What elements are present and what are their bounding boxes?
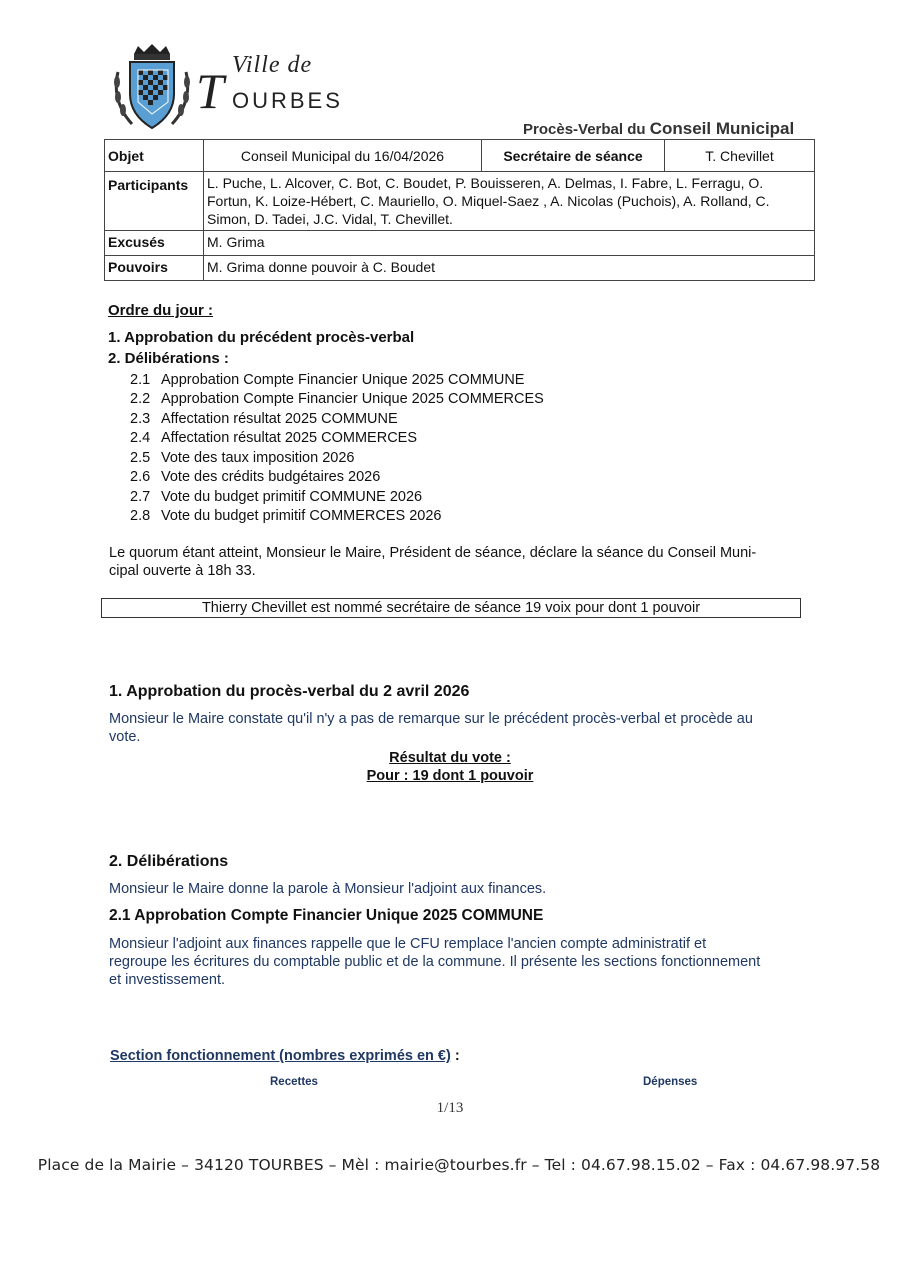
depenses-header: Dépenses	[643, 1076, 698, 1088]
crest-icon	[112, 42, 192, 134]
participants-label: Participants	[105, 172, 204, 231]
objet-value: Conseil Municipal du 16/04/2026	[204, 140, 482, 172]
section-2-1-title: 2.1 Approbation Compte Financier Unique 2025 COMMUNE	[109, 907, 544, 924]
vote-result-title: Résultat du vote :	[389, 750, 511, 766]
ordre-sub-item	[130, 469, 380, 485]
sub-label: Approbation Compte Financier Unique 2025 COMMERCES	[161, 391, 544, 407]
sub-num: 2.7	[130, 489, 151, 505]
tourbes-logo	[112, 42, 352, 134]
recettes-header: Recettes	[270, 1076, 318, 1088]
title-prefix: Procès-Verbal du	[523, 121, 650, 138]
ordre-du-jour-title: Ordre du jour :	[108, 302, 213, 319]
fonctionnement-title-text: Section fonctionnement (nombres exprimés en €)	[110, 1048, 451, 1064]
sub-num: 2.8	[130, 508, 151, 524]
sub-label: Vote du budget primitif COMMERCES 2026	[161, 508, 442, 524]
table-row-pouvoirs	[105, 256, 815, 281]
vote-result-value: Pour : 19 dont 1 pouvoir	[366, 768, 534, 784]
section-2-title: 2. Délibérations	[109, 853, 229, 870]
sub-label: Vote des taux imposition 2026	[161, 450, 355, 466]
sub-num: 2.4	[130, 430, 151, 446]
footer-contact: Place de la Mairie – 34120 TOURBES – Mèl : mairie@tourbes.fr – Tel : 04.67.98.15.02 – Fax : 04.67.98.97.58	[37, 1156, 881, 1174]
pouvoirs-value: M. Grima donne pouvoir à C. Boudet	[204, 256, 815, 281]
section-1-line-2: vote.	[109, 729, 141, 745]
objet-label: Objet	[105, 140, 204, 172]
excuses-label: Excusés	[105, 231, 204, 256]
sub-num: 2.5	[130, 450, 151, 466]
fonctionnement-title	[110, 1048, 460, 1064]
sub-label: Affectation résultat 2025 COMMUNE	[161, 411, 398, 427]
document-title	[523, 119, 794, 139]
table-row-participants	[105, 172, 815, 231]
quorum-line-2: cipal ouverte à 18h 33.	[109, 563, 256, 579]
pouvoirs-label: Pouvoirs	[105, 256, 204, 281]
meeting-info-table	[104, 139, 815, 281]
sub-label: Affectation résultat 2025 COMMERCES	[161, 430, 418, 446]
ordre-sub-item	[130, 450, 354, 466]
section-2-1-line-3: et investissement.	[109, 972, 226, 988]
ordre-item-2: 2. Délibérations :	[108, 350, 229, 367]
ordre-sub-item	[130, 411, 398, 427]
sub-num: 2.1	[130, 372, 151, 388]
ordre-sub-item	[130, 508, 441, 524]
section-1-title: 1. Approbation du procès-verbal du 2 avril 2026	[109, 683, 470, 700]
secretaire-label: Secrétaire de séance	[482, 140, 665, 172]
secretaire-nomination-box: Thierry Chevillet est nommé secrétaire de séance 19 voix pour dont 1 pouvoir	[101, 598, 801, 618]
sub-label: Vote des crédits budgétaires 2026	[161, 469, 381, 485]
section-1-line-1: Monsieur le Maire constate qu'il n'y a pas de remarque sur le précédent procès-verbal et procède au	[109, 711, 753, 727]
sub-num: 2.3	[130, 411, 151, 427]
logo-t-letter: T	[196, 63, 224, 119]
ordre-sub-item	[130, 430, 417, 446]
sub-label: Vote du budget primitif COMMUNE 2026	[161, 489, 423, 505]
sub-num: 2.6	[130, 469, 151, 485]
section-2-intro: Monsieur le Maire donne la parole à Monsieur l'adjoint aux finances.	[109, 881, 547, 897]
section-2-1-line-1: Monsieur l'adjoint aux finances rappelle que le CFU remplace l'ancien compte administratif et	[109, 936, 707, 952]
logo-ville-text: Ville de	[232, 52, 313, 78]
excuses-value: M. Grima	[204, 231, 815, 256]
participants-value: L. Puche, L. Alcover, C. Bot, C. Boudet, P. Bouisseren, A. Delmas, I. Fabre, L. Ferragu, O. Fortun, K. Loize-Hébert, C. Mauriello, O. Miquel-Saez , A. Nicolas (Puchois), A. Rolland, C. Simon, D. Tadei, J.C. Vidal, T. Chevillet.	[204, 172, 815, 231]
section-2-1-line-2: regroupe les écritures du comptable public et de la commune. Il présente les sections fonctionnement	[109, 954, 761, 970]
page-number: 1/13	[436, 1100, 464, 1116]
table-row-excuses	[105, 231, 815, 256]
ordre-sub-item	[130, 372, 524, 388]
table-row-objet	[105, 140, 815, 172]
sub-num: 2.2	[130, 391, 151, 407]
logo-ourbes-text: OURBES	[232, 88, 343, 113]
ordre-sub-item	[130, 489, 422, 505]
secretaire-value: T. Chevillet	[665, 140, 815, 172]
ordre-sub-item	[130, 391, 544, 407]
title-main: Conseil Municipal	[649, 119, 795, 138]
sub-label: Approbation Compte Financier Unique 2025 COMMUNE	[161, 372, 525, 388]
ordre-item-1: 1. Approbation du précédent procès-verbal	[108, 329, 415, 346]
quorum-line-1: Le quorum étant atteint, Monsieur le Maire, Président de séance, déclare la séance du Conseil Muni-	[109, 545, 757, 561]
fonctionnement-colon: :	[450, 1048, 460, 1064]
